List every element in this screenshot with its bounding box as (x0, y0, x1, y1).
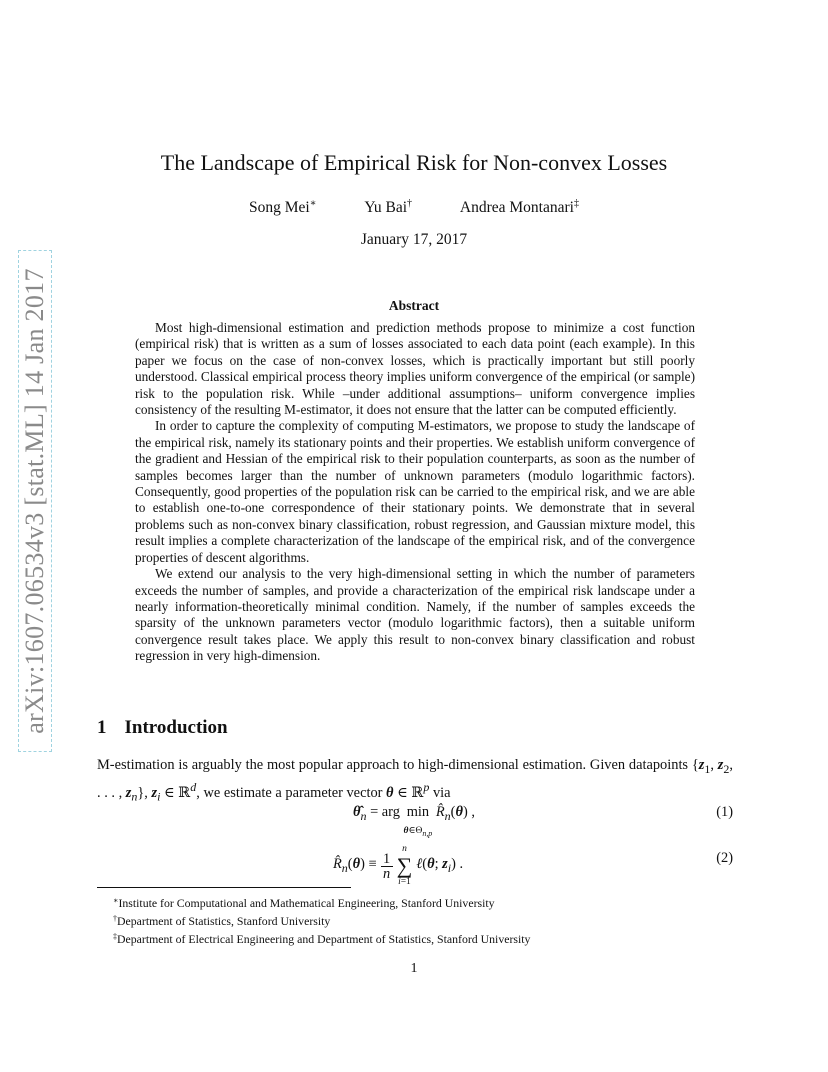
author: Yu Bai† (364, 198, 413, 216)
footnote-rule (97, 887, 351, 888)
footnote: ∗Institute for Computational and Mathematical Engineering, Stanford University (113, 896, 495, 910)
paper-date: January 17, 2017 (360, 231, 468, 248)
page-number: 1 (410, 961, 418, 976)
abstract-paragraph: In order to capture the complexity of computing M-estimators, we propose to study the landscape of the empirical risk, namely its stationary points and their properties. We establish uniform convergence of the gradient and Hessian of the empirical risk to their population counterparts, as soon as the number of samples becomes larger than the number of unknown parameters (modulo logarithmic factors). Consequently, good properties of the population risk can be carried to the empirical risk, and we are able to establish one-to-one correspondence of their stationary points. We demonstrate that in several problems such as non-convex binary classification, robust regression, and Gaussian mixture model, this result implies a complete characterization of the landscape of the empirical risk, and of the convergence properties of descent algorithms. (135, 418, 695, 565)
abstract-paragraph: Most high-dimensional estimation and prediction methods propose to minimize a cost function (empirical risk) that is written as a sum of losses associated to each data point (each example). In this paper we focus on the case of non-convex losses, which is practically important but still poorly understood. Classical empirical process theory implies uniform convergence of the empirical (or sample) risk to the population risk. While –under additional assumptions– uniform convergence implies consistency of the resulting M-estimator, it does not ensure that the latter can be computed efficiently. (135, 320, 695, 418)
footnote: ‡Department of Electrical Engineering and Department of Statistics, Stanford University (113, 932, 531, 946)
author: Andrea Montanari‡ (459, 198, 579, 216)
section-number: 1 (97, 717, 107, 738)
equation-1: $\thetâ_n$ = arg min $\theta\in\Theta_{n,p}$ $R̂_n(\theta)$ , (1) (353, 804, 733, 838)
author: Song Mei∗ (249, 198, 317, 216)
arxiv-stamp (18, 250, 52, 752)
author-list (0, 198, 828, 217)
equation-number: (2) (716, 850, 733, 866)
footnotes (113, 893, 530, 947)
intro-paragraph: M-estimation is arguably the most popular approach to high-dimensional estimation. Given datapoints {$z_1$, $z_2$, . . . , $z_n$}, $z_i$ ∈ ℝ$^d$, we estimate a parameter vector θ ∈ ℝ$^p$ via (97, 757, 733, 804)
abstract-body (135, 320, 695, 665)
paper-title: The Landscape of Empirical Risk for Non-convex Losses (160, 150, 668, 175)
abstract-heading: Abstract (388, 298, 440, 313)
section-heading (97, 717, 228, 739)
equation-2: $R̂_n(\theta)$ ≡ 1 n n ∑ i=1 ℓ(θ; $z_i$) . (2) (333, 844, 733, 887)
abstract-paragraph: We extend our analysis to the very high-dimensional setting in which the number of parameters exceeds the number of samples, and provide a characterization of the empirical risk landscape under a nearly information-theoretically minimal condition. Namely, if the number of samples exceeds the sparsity of the unknown parameters vector (modulo logarithmic factors), then a suitable uniform convergence result takes place. We apply this result to non-convex binary classification and robust regression in very high-dimension. (135, 566, 695, 664)
footnote: †Department of Statistics, Stanford University (113, 914, 331, 928)
section-title: Introduction (124, 717, 228, 738)
arxiv-stamp-text: arXiv:1607.06534v3 [stat.ML] 14 Jan 2017 (20, 268, 50, 734)
equation-number: (1) (716, 804, 733, 820)
